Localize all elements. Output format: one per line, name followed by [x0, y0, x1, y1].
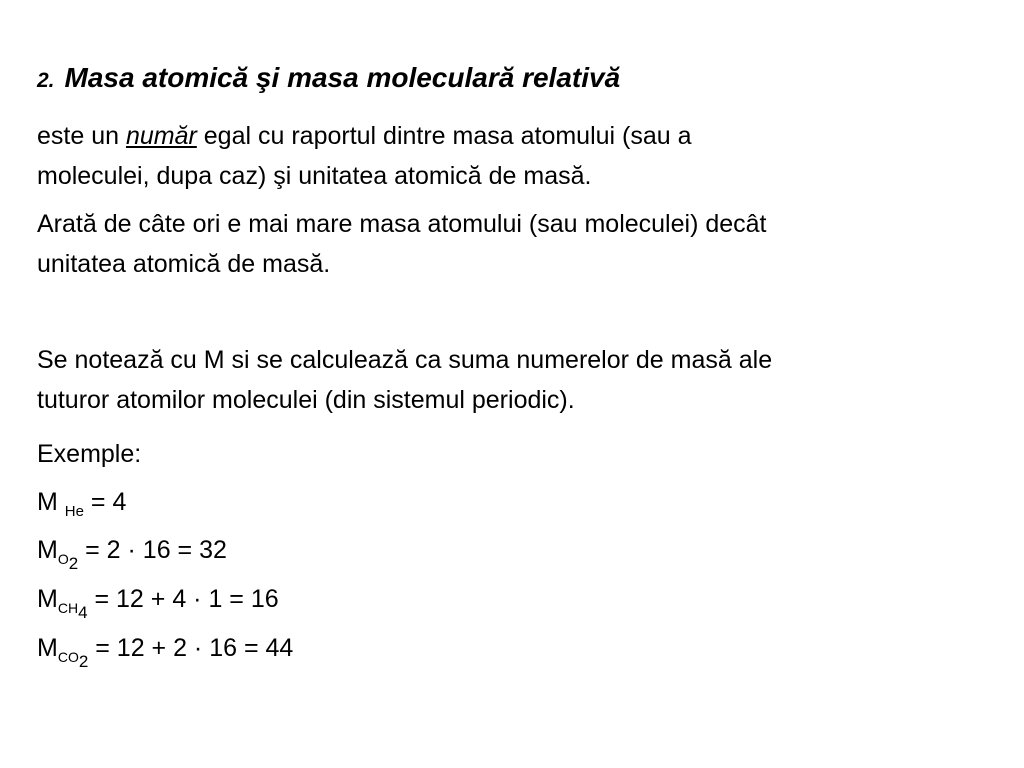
- definition-line1-rest: egal cu raportul dintre masa atomului (sau a: [196, 122, 692, 150]
- equation-symbol: M: [37, 488, 58, 516]
- equation-subscript: He: [64, 503, 84, 520]
- section-title: Masa atomică şi masa moleculară relativă: [64, 62, 621, 93]
- example-equation-he: [37, 487, 126, 521]
- definition-line-1: [37, 116, 692, 156]
- equation-expression: = 2 · 16 = 32: [78, 536, 227, 564]
- section-heading: [37, 62, 620, 94]
- definition-prefix: este un: [37, 122, 126, 150]
- example-equation-ch4: [37, 584, 279, 622]
- definition-line-2: moleculei, dupa caz) şi unitatea atomică de masă.: [37, 162, 592, 190]
- explanation-line-2: unitatea atomică de masă.: [37, 250, 331, 278]
- example-equation-o2: [37, 535, 227, 573]
- example-equation-co2: [37, 633, 294, 671]
- equation-expression: = 12 + 2 · 16 = 44: [88, 634, 294, 662]
- equation-symbol: M: [37, 536, 58, 564]
- equation-sub-subscript: 2: [68, 554, 79, 573]
- notation-paragraph: [37, 340, 772, 420]
- equation-sub-subscript: 2: [78, 652, 89, 671]
- equation-expression: = 4: [83, 488, 127, 516]
- examples-label: Exemple:: [37, 440, 142, 468]
- section-number: 2.: [37, 69, 55, 92]
- equation-sub-subscript: 4: [78, 603, 88, 622]
- notation-line-2: tuturor atomilor moleculei (din sistemul periodic).: [37, 386, 575, 414]
- notation-line-1: Se notează cu M si se calculează ca suma numerelor de masă ale: [37, 346, 773, 374]
- equation-subscript: CH: [57, 600, 79, 616]
- definition-emphasis: număr: [125, 122, 197, 150]
- equation-expression: = 12 + 4 · 1 = 16: [87, 585, 279, 613]
- equation-symbol: M: [37, 634, 58, 662]
- equation-subscript: O: [57, 551, 69, 567]
- explanation-line-1: Arată de câte ori e mai mare masa atomului (sau moleculei) decât: [37, 210, 767, 238]
- equation-subscript: CO: [57, 649, 79, 665]
- definition-paragraph: [37, 116, 692, 196]
- equation-symbol: M: [37, 585, 58, 613]
- explanation-paragraph: [37, 204, 767, 284]
